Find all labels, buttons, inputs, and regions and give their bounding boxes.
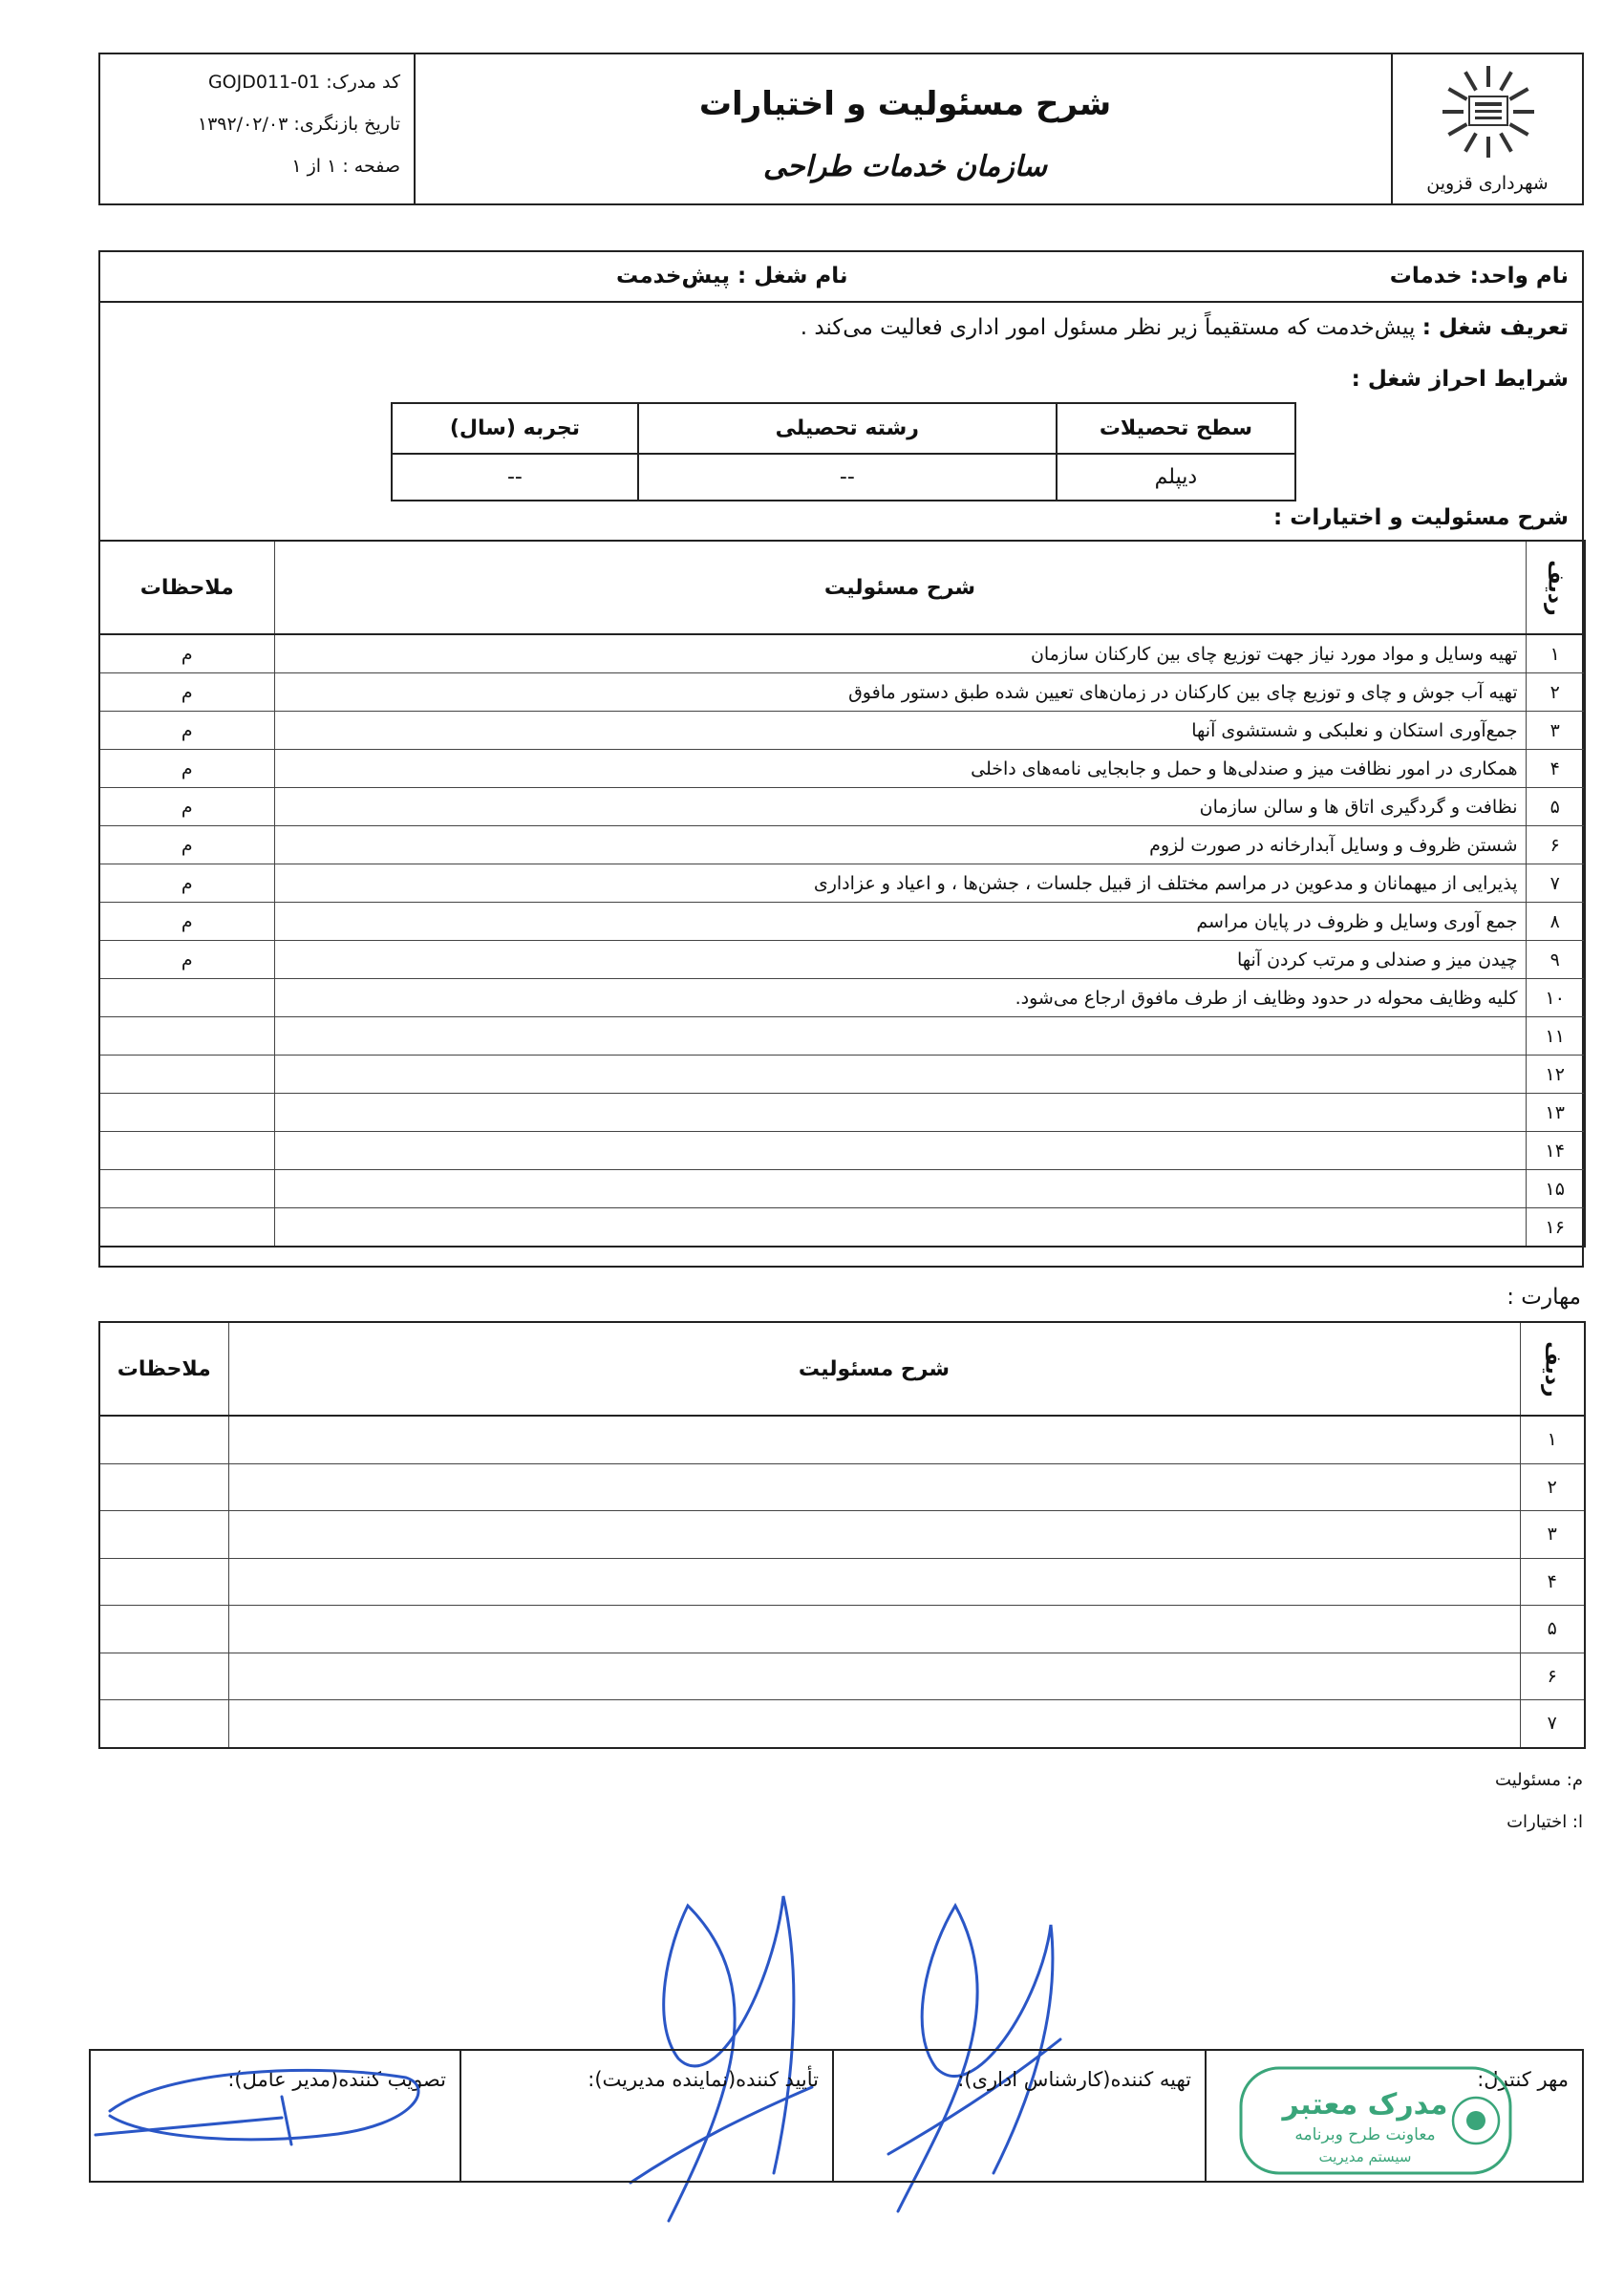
table-row — [99, 1094, 1585, 1132]
row-description — [228, 1700, 1520, 1748]
row-note — [99, 979, 274, 1017]
row-note: م — [99, 788, 274, 826]
row-number: ۷ — [1526, 864, 1585, 903]
row-number: ۴ — [1520, 1558, 1585, 1606]
col-notes-header: ملاحظات — [99, 1322, 228, 1416]
qual-education-value: دیپلم — [1057, 454, 1295, 501]
stamp-title: مدرک معتبر — [1282, 2088, 1448, 2122]
qualifications-label: شرایط احراز شغل : — [1351, 367, 1569, 392]
table-row — [99, 1208, 1585, 1248]
header-title-block — [416, 54, 1395, 203]
table-row — [99, 1056, 1585, 1094]
doc-code: کد مدرک: GOJD011-01 — [207, 72, 400, 93]
confirmed-by-label: تأیید کننده(نماینده مدیریت): — [588, 2068, 819, 2091]
table-row — [99, 1463, 1585, 1511]
table-row — [99, 750, 1585, 788]
row-description: جمع‌آوری استکان و نعلبکی و شستشوی آنها — [274, 712, 1526, 750]
qual-field-value: -- — [638, 454, 1057, 501]
org-name: شهرداری قزوین — [1426, 173, 1549, 194]
row-description — [228, 1558, 1520, 1606]
table-row — [99, 1132, 1585, 1170]
row-number: ۶ — [1526, 826, 1585, 864]
row-description: چیدن میز و صندلی و مرتب کردن آنها — [274, 941, 1526, 979]
prepared-by-label: تهیه کننده(کارشناس اداری): — [957, 2068, 1191, 2091]
qual-experience-value: -- — [392, 454, 638, 501]
row-note: م — [99, 864, 274, 903]
row-description — [274, 1132, 1526, 1170]
row-number: ۱۴ — [1526, 1132, 1585, 1170]
row-note: م — [99, 941, 274, 979]
responsibilities-label: شرح مسئولیت و اختیارات : — [1273, 505, 1569, 530]
table-row — [99, 1017, 1585, 1056]
row-description — [274, 1170, 1526, 1208]
municipality-logo-icon — [1441, 64, 1536, 169]
row-number: ۹ — [1526, 941, 1585, 979]
row-note — [99, 1170, 274, 1208]
page-title: شرح مسئولیت و اختیارات — [698, 85, 1112, 123]
table-row — [99, 903, 1585, 941]
col-desc-header: شرح مسئولیت — [274, 541, 1526, 634]
job-definition: تعریف شغل : پیش‌خدمت که مستقیماً زیر نظر مسئول امور اداری فعالیت می‌کند . — [800, 315, 1569, 340]
row-number: ۵ — [1520, 1606, 1585, 1653]
row-note: م — [99, 673, 274, 712]
row-number: ۳ — [1526, 712, 1585, 750]
row-note — [99, 1017, 274, 1056]
row-note — [99, 1700, 228, 1748]
page-number: صفحه : ۱ از ۱ — [291, 156, 400, 177]
table-row — [99, 1558, 1585, 1606]
valid-document-stamp-icon — [1237, 2064, 1514, 2177]
row-description — [228, 1416, 1520, 1463]
revision-date: تاریخ بازنگری: ۱۳۹۲/۰۲/۰۳ — [197, 114, 400, 135]
row-description — [274, 1208, 1526, 1248]
row-description: پذیرایی از میهمانان و مدعوین در مراسم مختلف از قبیل جلسات ، جشن‌ها ، و اعیاد و عزاداری — [274, 864, 1526, 903]
row-number: ۱۰ — [1526, 979, 1585, 1017]
row-description: شستن ظروف و وسایل آبدارخانه در صورت لزوم — [274, 826, 1526, 864]
row-note — [99, 1094, 274, 1132]
table-row — [99, 1416, 1585, 1463]
row-description — [228, 1653, 1520, 1700]
row-note: م — [99, 750, 274, 788]
qual-header-experience: تجربه (سال) — [392, 403, 638, 454]
unit-name: نام واحد: خدمات — [1389, 264, 1569, 288]
skills-table — [98, 1321, 1586, 1749]
col-notes-header: ملاحظات — [99, 541, 274, 634]
control-stamp-cell — [1205, 2051, 1582, 2181]
row-note — [99, 1208, 274, 1248]
row-number: ۳ — [1520, 1511, 1585, 1559]
row-note — [99, 1606, 228, 1653]
qual-header-field: رشته تحصیلی — [638, 403, 1057, 454]
row-description: جمع آوری وسایل و ظروف در پایان مراسم — [274, 903, 1526, 941]
legend-responsibility: م: مسئولیت — [1495, 1770, 1583, 1790]
prepared-by-cell — [832, 2051, 1205, 2181]
col-row-header: ردیف — [1526, 541, 1585, 634]
row-number: ۲ — [1520, 1463, 1585, 1511]
row-number: ۱۲ — [1526, 1056, 1585, 1094]
row-note — [99, 1511, 228, 1559]
divider — [100, 301, 1582, 303]
table-row — [99, 979, 1585, 1017]
confirmed-by-cell — [459, 2051, 832, 2181]
table-row — [99, 1606, 1585, 1653]
row-number: ۷ — [1520, 1700, 1585, 1748]
row-description: تهیه آب جوش و چای و توزیع چای بین کارکنان در زمان‌های تعیین شده طبق دستور مافوق — [274, 673, 1526, 712]
row-note: م — [99, 634, 274, 673]
approved-by-cell — [91, 2051, 459, 2181]
row-note: م — [99, 826, 274, 864]
table-row — [99, 826, 1585, 864]
table-row — [99, 1700, 1585, 1748]
row-note — [99, 1653, 228, 1700]
row-number: ۵ — [1526, 788, 1585, 826]
row-description: کلیه وظایف محوله در حدود وظایف از طرف مافوق ارجاع می‌شود. — [274, 979, 1526, 1017]
stamp-line-2: سیستم مدیریت — [1318, 2148, 1412, 2165]
row-number: ۱۳ — [1526, 1094, 1585, 1132]
table-row — [99, 1170, 1585, 1208]
col-row-header: ردیف — [1520, 1322, 1585, 1416]
approval-footer — [89, 2049, 1584, 2183]
row-description — [228, 1511, 1520, 1559]
row-description — [228, 1463, 1520, 1511]
skills-label: مهارت : — [1506, 1285, 1581, 1310]
table-row — [99, 1653, 1585, 1700]
table-row — [99, 788, 1585, 826]
row-number: ۱۱ — [1526, 1017, 1585, 1056]
row-description: نظافت و گردگیری اتاق ها و سالن سازمان — [274, 788, 1526, 826]
legend-authority: ا: اختیارات — [1506, 1812, 1583, 1832]
row-note — [99, 1558, 228, 1606]
approval-signature-icon — [91, 2058, 454, 2164]
table-row — [99, 712, 1585, 750]
responsibilities-table — [98, 540, 1586, 1248]
document-header — [98, 53, 1584, 205]
stamp-line-1: معاونت طرح وبرنامه — [1294, 2125, 1436, 2144]
row-number: ۸ — [1526, 903, 1585, 941]
row-description — [274, 1094, 1526, 1132]
row-number: ۱۵ — [1526, 1170, 1585, 1208]
row-note — [99, 1463, 228, 1511]
row-number: ۱ — [1520, 1416, 1585, 1463]
col-desc-header: شرح مسئولیت — [228, 1322, 1520, 1416]
header-meta — [100, 54, 416, 203]
approved-by-label: تصویب کننده(مدیر عامل): — [227, 2068, 446, 2091]
row-description: همکاری در امور نظافت میز و صندلی‌ها و حمل و جابجایی نامه‌های داخلی — [274, 750, 1526, 788]
qualifications-table — [391, 402, 1296, 501]
row-description — [228, 1606, 1520, 1653]
row-note — [99, 1416, 228, 1463]
header-logo-block — [1391, 54, 1582, 203]
table-row — [99, 1511, 1585, 1559]
row-number: ۲ — [1526, 673, 1585, 712]
qual-header-education: سطح تحصیلات — [1057, 403, 1295, 454]
table-row — [99, 634, 1585, 673]
row-number: ۶ — [1520, 1653, 1585, 1700]
page-subtitle: سازمان خدمات طراحی — [763, 150, 1047, 183]
table-row — [99, 864, 1585, 903]
row-number: ۱۶ — [1526, 1208, 1585, 1248]
row-note: م — [99, 712, 274, 750]
row-description — [274, 1017, 1526, 1056]
row-number: ۴ — [1526, 750, 1585, 788]
row-note — [99, 1132, 274, 1170]
row-note — [99, 1056, 274, 1094]
table-row — [99, 673, 1585, 712]
row-number: ۱ — [1526, 634, 1585, 673]
job-title: نام شغل : پیش‌خدمت — [616, 264, 848, 288]
row-note: م — [99, 903, 274, 941]
row-description — [274, 1056, 1526, 1094]
table-row — [99, 941, 1585, 979]
control-stamp-label: مهر کنترل: — [1477, 2068, 1569, 2091]
row-description: تهیه وسایل و مواد مورد نیاز جهت توزیع چای بین کارکنان سازمان — [274, 634, 1526, 673]
